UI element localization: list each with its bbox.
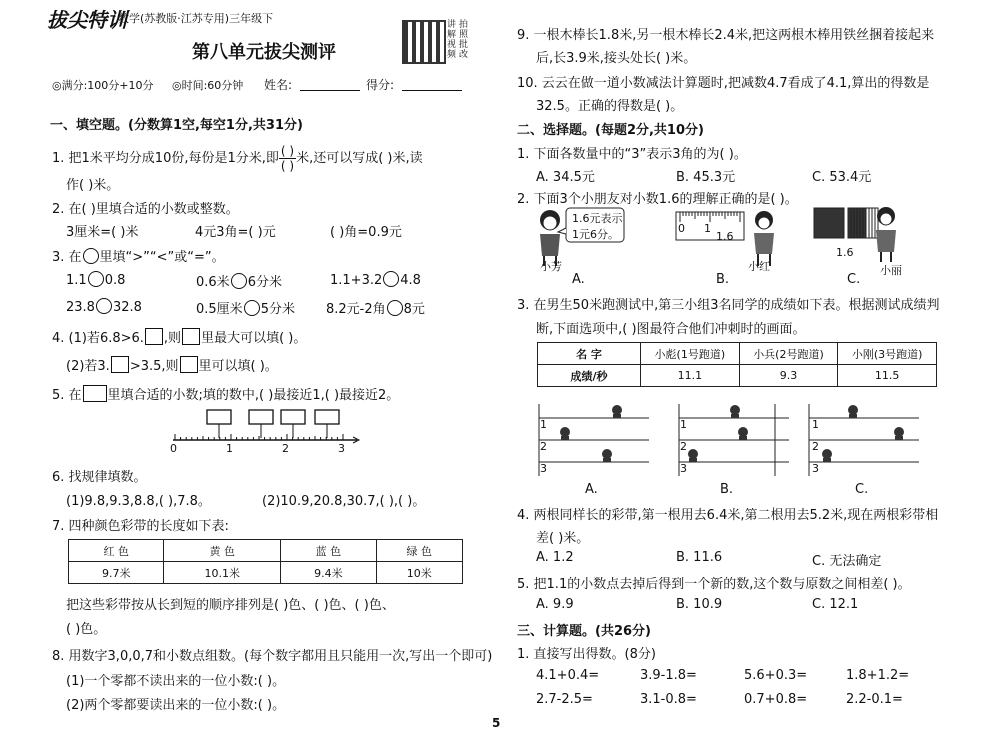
ribbon-table: [68, 539, 463, 584]
number-line: [165, 406, 365, 458]
row-header: 成绩/秒: [538, 365, 641, 387]
c4-option-b[interactable]: B. 11.6: [676, 550, 723, 565]
tick-label-2: 2: [282, 442, 289, 455]
col-header: 蓝 色: [281, 540, 376, 562]
q1-text: 1. 把1米平均分成10份,每份是1分米,即: [52, 151, 279, 166]
q3-operand: 0.8: [104, 273, 126, 288]
compare-circle[interactable]: [383, 271, 399, 287]
c1-option-c[interactable]: C. 53.4元: [812, 170, 872, 185]
q9-line1: 9. 一根木棒长1.8米,另一根木棒长2.4米,把这两根木棒用铁丝捆着接起来: [517, 28, 935, 43]
lane-number: 2: [680, 440, 687, 453]
q4-text: (2)若3.: [66, 359, 110, 374]
name-blank[interactable]: [300, 90, 360, 91]
c5-option-b[interactable]: B. 10.9: [676, 597, 723, 612]
tick-label-0: 0: [170, 442, 177, 455]
square-icon: [180, 356, 198, 373]
q3-operand: 5分米: [260, 302, 295, 317]
c3-option-c[interactable]: C.: [855, 482, 869, 497]
table-cell: 9.7米: [69, 562, 164, 584]
girl-xiaoli-figure: [872, 206, 902, 264]
compare-circle[interactable]: [96, 298, 112, 314]
q5-title: [52, 384, 399, 403]
q2-item-3: ( )角=0.9元: [330, 225, 402, 240]
answer-box[interactable]: [207, 410, 231, 424]
section-calc-heading: 三、计算题。(共26分): [517, 624, 651, 639]
col-header: 小兵(2号跑道): [739, 343, 838, 365]
q3-operand: 0.5厘米: [196, 302, 243, 317]
digit-box[interactable]: [111, 356, 129, 373]
q4-text: 里最大可以填( )。: [201, 331, 307, 346]
name-xiaoli: 小丽: [880, 264, 902, 277]
tick-label-1: 1: [226, 442, 233, 455]
q3-operand: 23.8: [66, 300, 95, 315]
table-cell: 10米: [376, 562, 462, 584]
shaded-strip: [863, 208, 866, 238]
digit-box[interactable]: [145, 328, 163, 345]
calc-item: 5.6+0.3=: [744, 668, 808, 683]
name-xiaofang: 小芳: [540, 260, 562, 273]
q3-operand: 4.8: [400, 273, 421, 288]
q3-compare-2: [196, 271, 282, 290]
c3-option-a[interactable]: A.: [585, 482, 598, 497]
q3-text: 3. 在: [52, 250, 82, 265]
q3-compare-3: [330, 271, 421, 288]
q10-line1: 10. 云云在做一道小数减法计算题时,把减数4.7看成了4.1,算出的得数是: [517, 76, 930, 91]
q3-operand: 1.1: [66, 273, 87, 288]
q3-text-b: 里填“>”“<”或“=”。: [99, 250, 225, 265]
table-cell: 9.4米: [281, 562, 376, 584]
race-pictures: [537, 402, 937, 480]
q6-title: 6. 找规律填数。: [52, 470, 147, 485]
lane-number: 3: [680, 462, 687, 475]
q2-item-2: 4元3角=( )元: [195, 225, 276, 240]
c4-option-a[interactable]: A. 1.2: [536, 550, 574, 565]
col-header: 红 色: [69, 540, 164, 562]
page-number: 5: [492, 716, 501, 730]
page-title: 第八单元拔尖测评: [192, 42, 336, 63]
c3-line1: 3. 在男生50米跑测试中,第三小组3名同学的成绩如下表。根据测试成绩判: [517, 298, 940, 313]
q6-part1: (1)9.8,9.3,8.8,( ),7.8。: [66, 494, 211, 509]
square-icon: [83, 385, 107, 402]
section-choice-heading: 二、选择题。(每题2分,共10分): [517, 123, 704, 138]
c2-title: 2. 下面3个小朋友对小数1.6的理解正确的是( )。: [517, 192, 798, 207]
q1-line1: [52, 144, 423, 173]
calc-item: 0.7+0.8=: [744, 692, 808, 707]
grid-label: 1.6: [836, 246, 854, 259]
q9-line2: 后,长3.9米,接头处长( )米。: [536, 51, 697, 66]
score-blank[interactable]: [402, 90, 462, 91]
bubble-line-1: 1.6元表示: [572, 212, 623, 225]
c1-option-a[interactable]: A. 34.5元: [536, 170, 595, 185]
answer-box[interactable]: [249, 410, 273, 424]
q4-text: >3.5,则: [129, 359, 179, 374]
q3-compare-5: [196, 298, 295, 317]
c5-option-c[interactable]: C. 12.1: [812, 597, 859, 612]
q7-title: 7. 四种颜色彩带的长度如下表:: [52, 519, 229, 534]
q3-operand: 8元: [403, 302, 425, 317]
q2-title: 2. 在( )里填合适的小数或整数。: [52, 202, 239, 217]
q1-text-b: 米,还可以写成( )米,读: [296, 151, 423, 166]
tick-label-3: 3: [338, 442, 345, 455]
circle-icon: [83, 248, 99, 264]
q4-part2: [66, 355, 278, 374]
c1-title: 1. 下面各数量中的“3”表示3角的为( )。: [517, 147, 747, 162]
q1-line2: 作( )米。: [66, 178, 120, 193]
lane-number: 2: [540, 440, 547, 453]
q3-operand: 6分米: [247, 275, 282, 290]
c4-option-c[interactable]: C. 无法确定: [812, 554, 882, 569]
answer-box[interactable]: [281, 410, 305, 424]
table-cell: 10.1米: [164, 562, 281, 584]
race-table: [537, 342, 937, 387]
q6-part2: (2)10.9,20.8,30.7,( ),( )。: [262, 494, 426, 509]
c4-line1: 4. 两根同样长的彩带,第一根用去6.4米,第二根用去5.2米,现在两根彩带相: [517, 508, 939, 523]
c5-option-a[interactable]: A. 9.9: [536, 597, 574, 612]
col-header: 名 字: [538, 343, 641, 365]
q7-answer-2: ( )色。: [66, 622, 107, 637]
q4-part1: [52, 327, 306, 346]
compare-circle[interactable]: [387, 300, 403, 316]
calc-item: 4.1+0.4=: [536, 668, 600, 683]
answer-box[interactable]: [315, 410, 339, 424]
col-header: 黄 色: [164, 540, 281, 562]
q8-title: 8. 用数字3,0,0,7和小数点组数。(每个数字都用且只能用一次,写出一个即可): [52, 649, 493, 664]
lane-number: 3: [540, 462, 547, 475]
q5-text: 5. 在: [52, 388, 82, 403]
ruler-label-1-6: 1.6: [716, 230, 734, 243]
c2-option-a[interactable]: A.: [572, 272, 585, 287]
score-label: 得分:: [366, 78, 395, 92]
brand-logo: 拔尖特训: [47, 8, 127, 32]
calc-item: 3.1-0.8=: [640, 692, 697, 707]
name-label: 姓名:: [264, 78, 293, 92]
time-limit: ◎时间:60分钟: [172, 79, 244, 92]
lane-number: 2: [812, 440, 819, 453]
ruler-label-1: 1: [704, 222, 711, 235]
q2-item-1: 3厘米=( )米: [66, 225, 139, 240]
table-cell: 11.1: [641, 365, 740, 387]
square-icon: [182, 328, 200, 345]
table-cell: 9.3: [739, 365, 838, 387]
q4-text: 4. (1)若6.8>6.: [52, 331, 144, 346]
q3-operand: 0.6米: [196, 275, 230, 290]
lane-number: 1: [812, 418, 819, 431]
c5-title: 5. 把1.1的小数点去掉后得到一个新的数,这个数与原数之间相差( )。: [517, 577, 911, 592]
q5-text: 里填合适的小数;填的数中,( )最接近1,( )最接近2。: [107, 388, 400, 403]
calc-item: 1.8+1.2=: [846, 668, 910, 683]
c3-line2: 断,下面选项中,( )图最符合他们冲刺时的画面。: [536, 322, 806, 337]
q3-operand: 32.8: [112, 300, 142, 315]
c1-option-b[interactable]: B. 45.3元: [676, 170, 736, 185]
c2-option-b[interactable]: B.: [716, 272, 730, 287]
qr-label-2: 拍照批改: [459, 20, 469, 60]
c3-option-b[interactable]: B.: [720, 482, 734, 497]
bubble-line-2: 1元6分。: [572, 228, 619, 241]
lane-number: 3: [812, 462, 819, 475]
q3-compare-1: [66, 271, 125, 288]
col-header: 小彪(1号跑道): [641, 343, 740, 365]
full-score: ◎满分:100分+10分: [52, 79, 154, 92]
q3-title: [52, 246, 225, 265]
compare-circle[interactable]: [231, 273, 247, 289]
c2-option-c[interactable]: C.: [847, 272, 861, 287]
q7-answer-1: 把这些彩带按从长到短的顺序排列是( )色、( )色、( )色、: [66, 598, 395, 613]
c4-line2: 差( )米。: [536, 531, 590, 546]
calc-item: 3.9-1.8=: [640, 668, 697, 683]
section-fill-in-heading: 一、填空题。(分数算1空,每空1分,共31分): [50, 118, 303, 133]
fraction-blank[interactable]: $\frac{( )}{( )}$: [280, 144, 295, 173]
q8-part1: (1)一个零都不读出来的一位小数:( )。: [66, 674, 286, 689]
q3-compare-6: [326, 298, 425, 317]
q4-text: 里可以填( )。: [198, 359, 278, 374]
q10-line2: 32.5。正确的得数是( )。: [536, 99, 684, 114]
q3-operand: 8.2元-2角: [326, 302, 386, 317]
qr-code[interactable]: [402, 20, 446, 64]
q3-compare-4: [66, 298, 142, 315]
lane-number: 1: [540, 418, 547, 431]
q3-operand: 1.1+3.2: [330, 273, 383, 288]
col-header: 小刚(3号跑道): [838, 343, 937, 365]
k1-title: 1. 直接写出得数。(8分): [517, 647, 656, 662]
calc-item: 2.2-0.1=: [846, 692, 903, 707]
compare-circle[interactable]: [88, 271, 104, 287]
compare-circle[interactable]: [244, 300, 260, 316]
lane-number: 1: [680, 418, 687, 431]
calc-item: 2.7-2.5=: [536, 692, 593, 707]
ruler-label-0: 0: [678, 222, 685, 235]
name-xiaohong: 小红: [748, 260, 770, 273]
book-subtitle: 数学(苏教版·江苏专用)三年级下: [118, 12, 274, 25]
col-header: 绿 色: [376, 540, 462, 562]
q8-part2: (2)两个零都要读出来的一位小数:( )。: [66, 698, 286, 713]
qr-label: 讲解视频: [447, 20, 457, 60]
table-cell: 11.5: [838, 365, 937, 387]
q4-text: ,则: [163, 331, 182, 346]
